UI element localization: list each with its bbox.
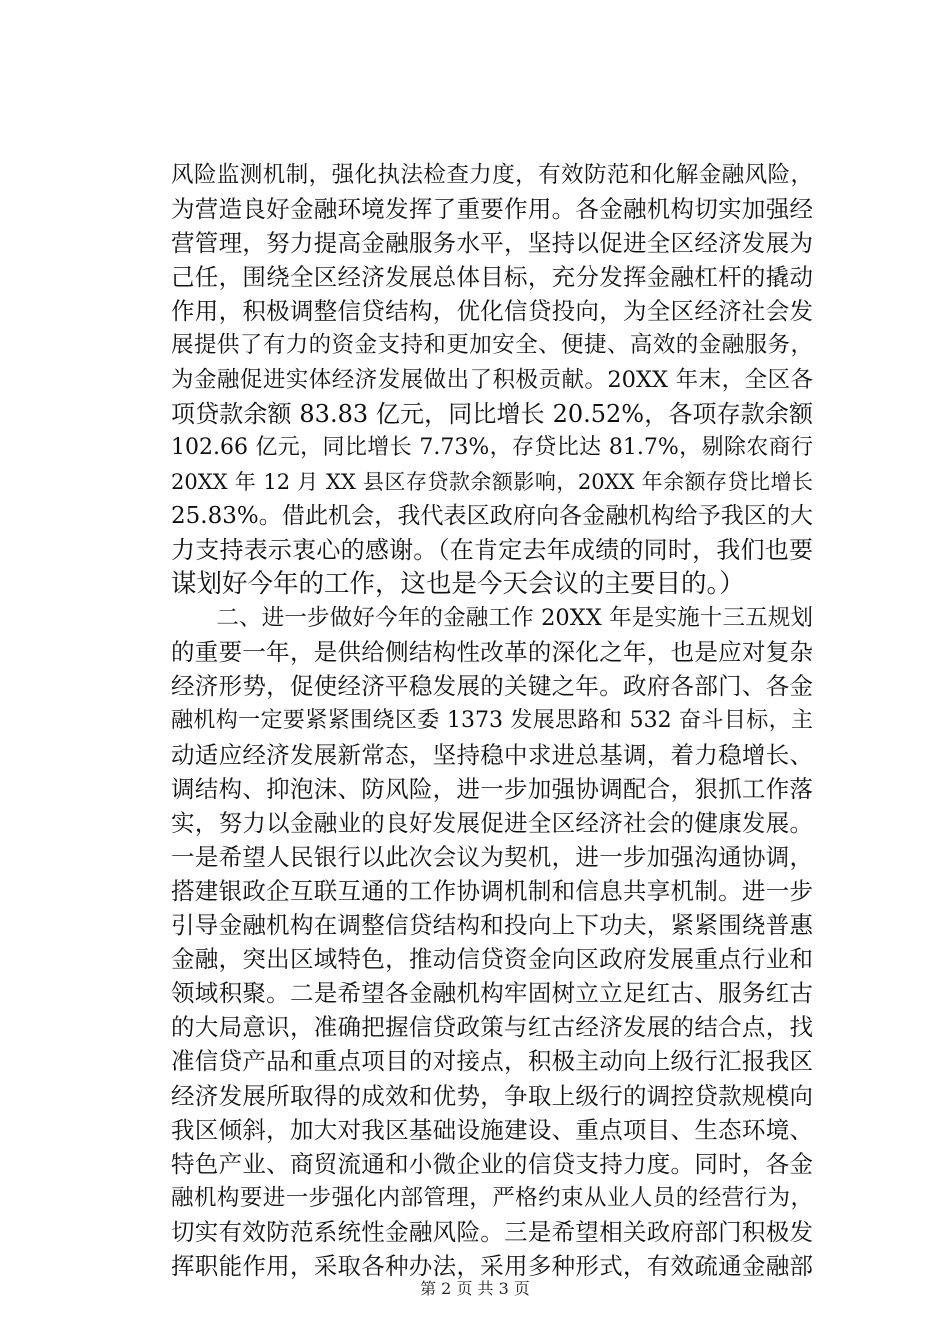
text-line: 引导金融机构在调整信贷结构和投向上下功夫，紧紧围绕普惠 (171, 911, 813, 940)
text-line: 切实有效防范系统性金融风险。三是希望相关政府部门积极发 (171, 1217, 813, 1246)
text-line: 金融，突出区域特色，推动信贷资金向区政府发展重点行业和 (171, 945, 813, 974)
text-line: 102.66 亿元，同比增长 7.73%，存贷比达 81.7%，剔除农商行 (171, 434, 813, 460)
text-line: 经济形势，促使经济平稳发展的关键之年。政府各部门、各金 (171, 672, 813, 701)
text-line: 项贷款余额 83.83 亿元，同比增长 20.52%，各项存款余额 (171, 399, 813, 428)
text-line: 特色产业、商贸流通和小微企业的信贷支持力度。同时，各金 (171, 1149, 813, 1178)
text-line: 融机构要进一步强化内部管理，严格约束从业人员的经营行为， (171, 1184, 813, 1211)
text-line: 己任，围绕全区经济发展总体目标，充分发挥金融杠杆的撬动 (171, 263, 813, 292)
text-line: 力支持表示衷心的感谢。（在肯定去年成绩的同时，我们也要 (171, 536, 813, 565)
text-line: 营管理，努力提高金融服务水平，坚持以促进全区经济发展为 (171, 229, 813, 258)
text-line: 调结构、抑泡沫、防风险，进一步加强协调配合，狠抓工作落 (171, 774, 813, 803)
text-line: 二、进一步做好今年的金融工作 20XX 年是实施十三五规划 (171, 605, 813, 632)
text-line: 展提供了有力的资金支持和更加安全、便捷、高效的金融服务， (171, 332, 813, 359)
text-line: 的重要一年，是供给侧结构性改革的深化之年，也是应对复杂 (171, 638, 813, 667)
text-line: 融机构一定要紧紧围绕区委 1373 发展思路和 532 奋斗目标，主 (171, 707, 813, 733)
text-line: 动适应经济发展新常态，坚持稳中求进总基调，着力稳增长、 (171, 740, 813, 769)
body-text (171, 158, 813, 1283)
text-line: 一是希望人民银行以此次会议为契机，进一步加强沟通协调， (171, 842, 813, 871)
text-line: 挥职能作用，采取各种办法，采用多种形式，有效疏通金融部 (171, 1252, 813, 1280)
text-line: 为营造良好金融环境发挥了重要作用。各金融机构切实加强经 (171, 195, 813, 224)
text-line: 领域积聚。二是希望各金融机构牢固树立立足红古、服务红古 (171, 979, 813, 1008)
text-line: 20XX 年 12 月 XX 县区存贷款余额影响，20XX 年余额存贷比增长 (171, 469, 813, 494)
text-line: 我区倾斜，加大对我区基础设施建设、重点项目、生态环境、 (171, 1115, 813, 1144)
text-line: 谋划好今年的工作，这也是今天会议的主要目的。） (171, 569, 745, 600)
text-line: 风险监测机制，强化执法检查力度，有效防范和化解金融风险， (171, 162, 813, 188)
text-line: 经济发展所取得的成效和优势，争取上级行的调控贷款规模向 (171, 1081, 813, 1110)
text-line: 为金融促进实体经济发展做出了积极贡献。20XX 年末，全区各 (171, 366, 813, 393)
text-line: 实，努力以金融业的良好发展促进全区经济社会的健康发展。 (171, 808, 813, 837)
text-line: 准信贷产品和重点项目的对接点，积极主动向上级行汇报我区 (171, 1047, 813, 1076)
text-line: 的大局意识，准确把握信贷政策与红古经济发展的结合点，找 (171, 1013, 813, 1042)
text-line: 作用，积极调整信贷结构，优化信贷投向，为全区经济社会发 (171, 297, 813, 326)
text-line: 搭建银政企互联互通的工作协调机制和信息共享机制。进一步 (171, 876, 813, 905)
page-footer: 第 2 页 共 3 页 (420, 1279, 530, 1298)
text-line: 25.83%。借此机会，我代表区政府向各金融机构给予我区的大 (171, 502, 813, 529)
